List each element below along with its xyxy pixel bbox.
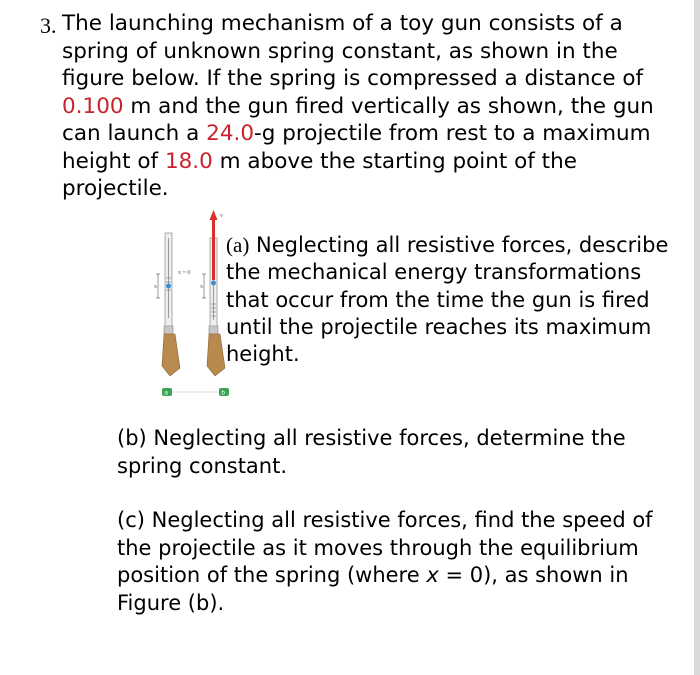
projectile-a — [166, 284, 171, 289]
question-c: (c) Neglecting all resistive forces, find the speed of the projectile as it moves through the equilibrium position of the spring (where x = 0), as shown in Figure (b). — [117, 508, 653, 615]
projectile-b — [211, 281, 216, 286]
label-b: b — [221, 390, 225, 397]
x-zero-label: x = 0 — [178, 270, 191, 276]
compression-distance: 0.100 — [62, 93, 124, 119]
question-a-text: Neglecting all resistive forces, describe the mechanical energy transformations that occur from the time the gun is fired until the projectile reaches its maximum height. — [226, 233, 669, 367]
v-symbol: v — [220, 213, 223, 219]
problem-stem: The launching mechanism of a toy gun consists of a spring of unknown spring constant, as shown in the figure below. If the spring is compressed a distance of 0.100 m and the gun fired vertically as shown, the gun can launch a 24.0-g projectile from rest to a maximum height of 18.0 m above the starting point of the projectile. — [62, 11, 654, 201]
question-b: (b) Neglecting all resistive forces, determine the spring constant. — [117, 426, 626, 478]
x-symbol-a: x — [154, 284, 157, 290]
projectile-mass: 24.0 — [206, 121, 255, 146]
gun-b — [202, 210, 229, 396]
problem-number: 3. — [40, 13, 57, 38]
label-a: a — [164, 390, 168, 397]
max-height: 18.0 — [164, 148, 213, 174]
question-a-label: (a) — [226, 233, 250, 257]
x-symbol-b: x — [200, 284, 203, 290]
question-a — [226, 232, 676, 368]
page-edge — [694, 0, 700, 675]
gun-a — [156, 233, 180, 396]
